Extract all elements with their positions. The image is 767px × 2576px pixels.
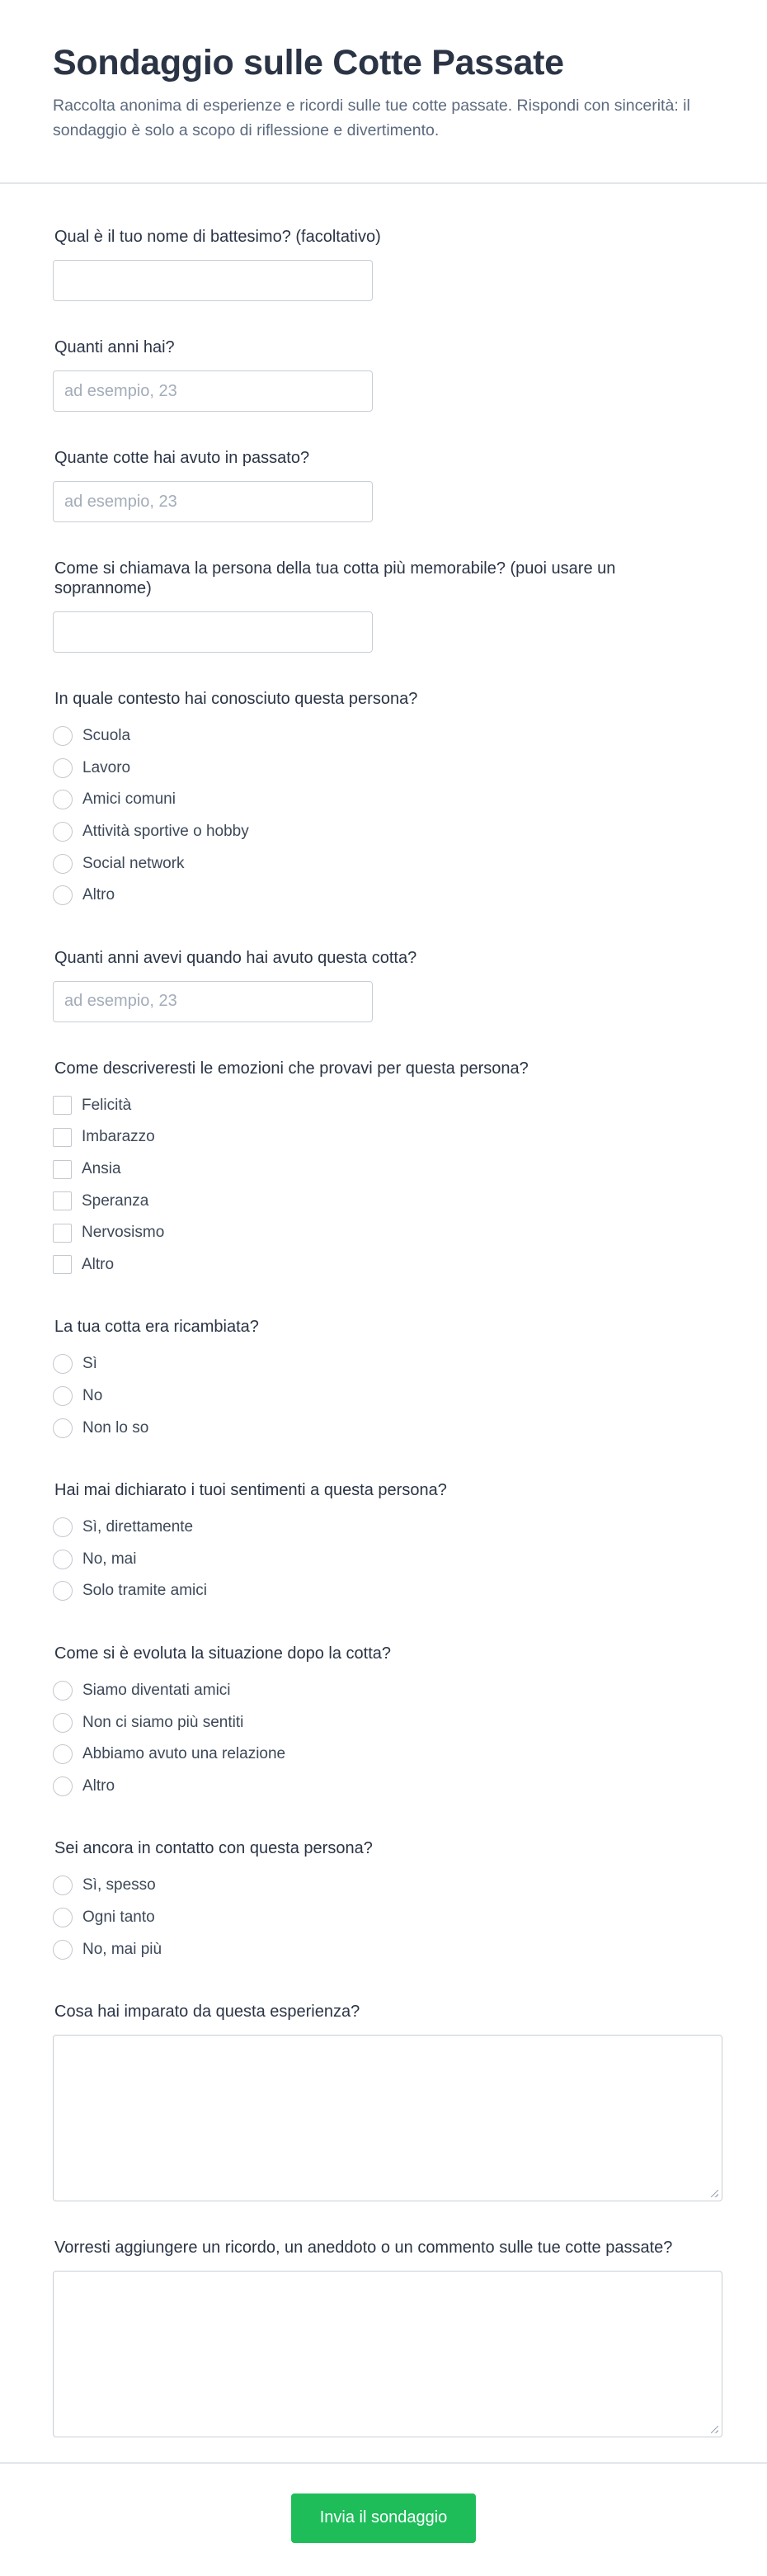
option-label: Solo tramite amici [82, 1582, 207, 1600]
question-contact [53, 1838, 714, 1965]
option-label: No, mai più [82, 1940, 162, 1958]
question-label: Sei ancora in contatto con questa persona? [54, 1839, 373, 1858]
age-at-crush-input[interactable] [53, 981, 373, 1022]
resize-handle-icon[interactable] [711, 2190, 718, 2197]
radio-circle[interactable] [53, 1550, 73, 1569]
learned-textarea-wrap [53, 2035, 722, 2201]
option-label: Ansia [82, 1160, 121, 1178]
age-input[interactable] [53, 370, 373, 412]
question-label: Come si chiamava la persona della tua cotta più memorabile? (puoi usare un soprannome) [54, 559, 616, 597]
question-learned [53, 2002, 714, 2201]
reciprocated-radio-group [53, 1348, 714, 1444]
radio-option[interactable] [53, 1870, 714, 1902]
checkbox[interactable] [53, 1160, 72, 1179]
option-label: Amici comuni [82, 790, 176, 809]
option-label: No, mai [82, 1550, 137, 1568]
option-label: Altro [82, 1776, 115, 1795]
radio-option[interactable] [53, 1380, 714, 1413]
option-label: Non ci siamo più sentiti [82, 1713, 244, 1731]
radio-circle[interactable] [53, 726, 73, 746]
radio-option[interactable] [53, 1544, 714, 1576]
form-footer [0, 2462, 767, 2576]
radio-circle[interactable] [53, 1776, 73, 1796]
radio-circle[interactable] [53, 1517, 73, 1537]
radio-circle[interactable] [53, 854, 73, 874]
option-label: Abbiamo avuto una relazione [82, 1745, 286, 1763]
checkbox-option[interactable] [53, 1121, 714, 1154]
radio-circle[interactable] [53, 790, 73, 809]
crush-count-input[interactable] [53, 481, 373, 522]
radio-circle[interactable] [53, 1354, 73, 1374]
crush-name-input[interactable] [53, 611, 373, 653]
option-label: Social network [82, 854, 185, 872]
radio-circle[interactable] [53, 1713, 73, 1733]
question-label: In quale contesto hai conosciuto questa persona? [54, 690, 418, 708]
radio-option[interactable] [53, 753, 714, 785]
comment-textarea-wrap [53, 2271, 722, 2437]
checkbox-option[interactable] [53, 1217, 714, 1249]
question-label: La tua cotta era ricambiata? [54, 1318, 259, 1337]
question-label: Quante cotte hai avuto in passato? [54, 449, 310, 467]
radio-circle[interactable] [53, 1386, 73, 1406]
checkbox[interactable] [53, 1255, 72, 1274]
radio-circle[interactable] [53, 1744, 73, 1764]
survey-form [0, 184, 767, 2437]
checkbox-option[interactable] [53, 1185, 714, 1217]
checkbox-option[interactable] [53, 1249, 714, 1281]
option-label: Altro [82, 886, 115, 904]
context-radio-group [53, 720, 714, 912]
first-name-input[interactable] [53, 260, 373, 301]
option-label: Imbarazzo [82, 1128, 155, 1146]
survey-header [0, 0, 767, 184]
question-comment [53, 2238, 714, 2437]
page-title: Sondaggio sulle Cotte Passate [53, 43, 564, 83]
question-context [53, 689, 714, 912]
radio-option[interactable] [53, 1348, 714, 1380]
option-label: Attività sportive o hobby [82, 823, 249, 841]
checkbox-option[interactable] [53, 1090, 714, 1122]
question-evolution [53, 1644, 714, 1802]
radio-circle[interactable] [53, 1581, 73, 1601]
checkbox[interactable] [53, 1096, 72, 1115]
radio-circle[interactable] [53, 1875, 73, 1895]
radio-option[interactable] [53, 1512, 714, 1544]
checkbox[interactable] [53, 1191, 72, 1210]
question-label: Quanti anni hai? [54, 338, 175, 356]
question-emotions [53, 1059, 714, 1281]
radio-option[interactable] [53, 1412, 714, 1444]
resize-handle-icon[interactable] [711, 2426, 718, 2433]
option-label: Ogni tanto [82, 1908, 155, 1926]
question-label: Come si è evoluta la situazione dopo la cotta? [54, 1644, 392, 1663]
question-label: Hai mai dichiarato i tuoi sentimenti a questa persona? [54, 1480, 447, 1499]
radio-circle[interactable] [53, 1681, 73, 1701]
radio-option[interactable] [53, 1675, 714, 1707]
declared-radio-group [53, 1512, 714, 1607]
question-crush-name [53, 559, 714, 653]
checkbox[interactable] [53, 1128, 72, 1147]
question-first-name [53, 227, 714, 301]
radio-circle[interactable] [53, 1418, 73, 1438]
option-label: Sì, spesso [82, 1876, 156, 1894]
radio-option[interactable] [53, 1902, 714, 1934]
question-label: Quanti anni avevi quando hai avuto questa cotta? [54, 948, 417, 967]
radio-option[interactable] [53, 720, 714, 753]
option-label: Scuola [82, 727, 131, 745]
option-label: No [82, 1387, 103, 1405]
question-age [53, 337, 714, 412]
radio-option[interactable] [53, 1575, 714, 1607]
option-label: Lavoro [82, 758, 131, 776]
contact-radio-group [53, 1870, 714, 1965]
radio-option[interactable] [53, 784, 714, 816]
submit-button[interactable]: Invia il sondaggio [291, 2493, 476, 2543]
radio-circle[interactable] [53, 822, 73, 842]
checkbox[interactable] [53, 1224, 72, 1243]
page-subtitle: Raccolta anonima di esperienze e ricordi sulle tue cotte passate. Rispondi con sincerità: il sondaggio è solo a scopo di riflessione e divertimento. [53, 97, 690, 139]
option-label: Nervosismo [82, 1224, 165, 1242]
checkbox-option[interactable] [53, 1154, 714, 1186]
question-declared [53, 1480, 714, 1607]
option-label: Sì [82, 1355, 97, 1373]
option-label: Siamo diventati amici [82, 1681, 231, 1699]
radio-circle[interactable] [53, 1908, 73, 1927]
radio-option[interactable] [53, 1706, 714, 1739]
radio-option[interactable] [53, 847, 714, 880]
option-label: Sì, direttamente [82, 1518, 194, 1536]
question-reciprocated [53, 1317, 714, 1444]
option-label: Felicità [82, 1096, 132, 1114]
question-label: Qual è il tuo nome di battesimo? (facoltativo) [54, 228, 381, 246]
emotions-checkbox-group [53, 1090, 714, 1281]
question-label: Cosa hai imparato da questa esperienza? [54, 2002, 360, 2021]
evolution-radio-group [53, 1675, 714, 1802]
radio-option[interactable] [53, 1739, 714, 1771]
radio-circle[interactable] [53, 758, 73, 778]
radio-option[interactable] [53, 1933, 714, 1965]
radio-option[interactable] [53, 816, 714, 848]
question-age-at-crush [53, 948, 714, 1022]
radio-option[interactable] [53, 1770, 714, 1802]
option-label: Altro [82, 1255, 115, 1273]
option-label: Speranza [82, 1191, 149, 1210]
comment-textarea[interactable] [53, 2271, 722, 2437]
radio-circle[interactable] [53, 1940, 73, 1960]
radio-option[interactable] [53, 880, 714, 912]
question-label: Vorresti aggiungere un ricordo, un aneddoto o un commento sulle tue cotte passate? [54, 2238, 673, 2257]
question-label: Come descriveresti le emozioni che provavi per questa persona? [54, 1059, 529, 1078]
radio-circle[interactable] [53, 885, 73, 905]
question-crush-count [53, 448, 714, 522]
option-label: Non lo so [82, 1418, 149, 1437]
learned-textarea[interactable] [53, 2035, 722, 2201]
